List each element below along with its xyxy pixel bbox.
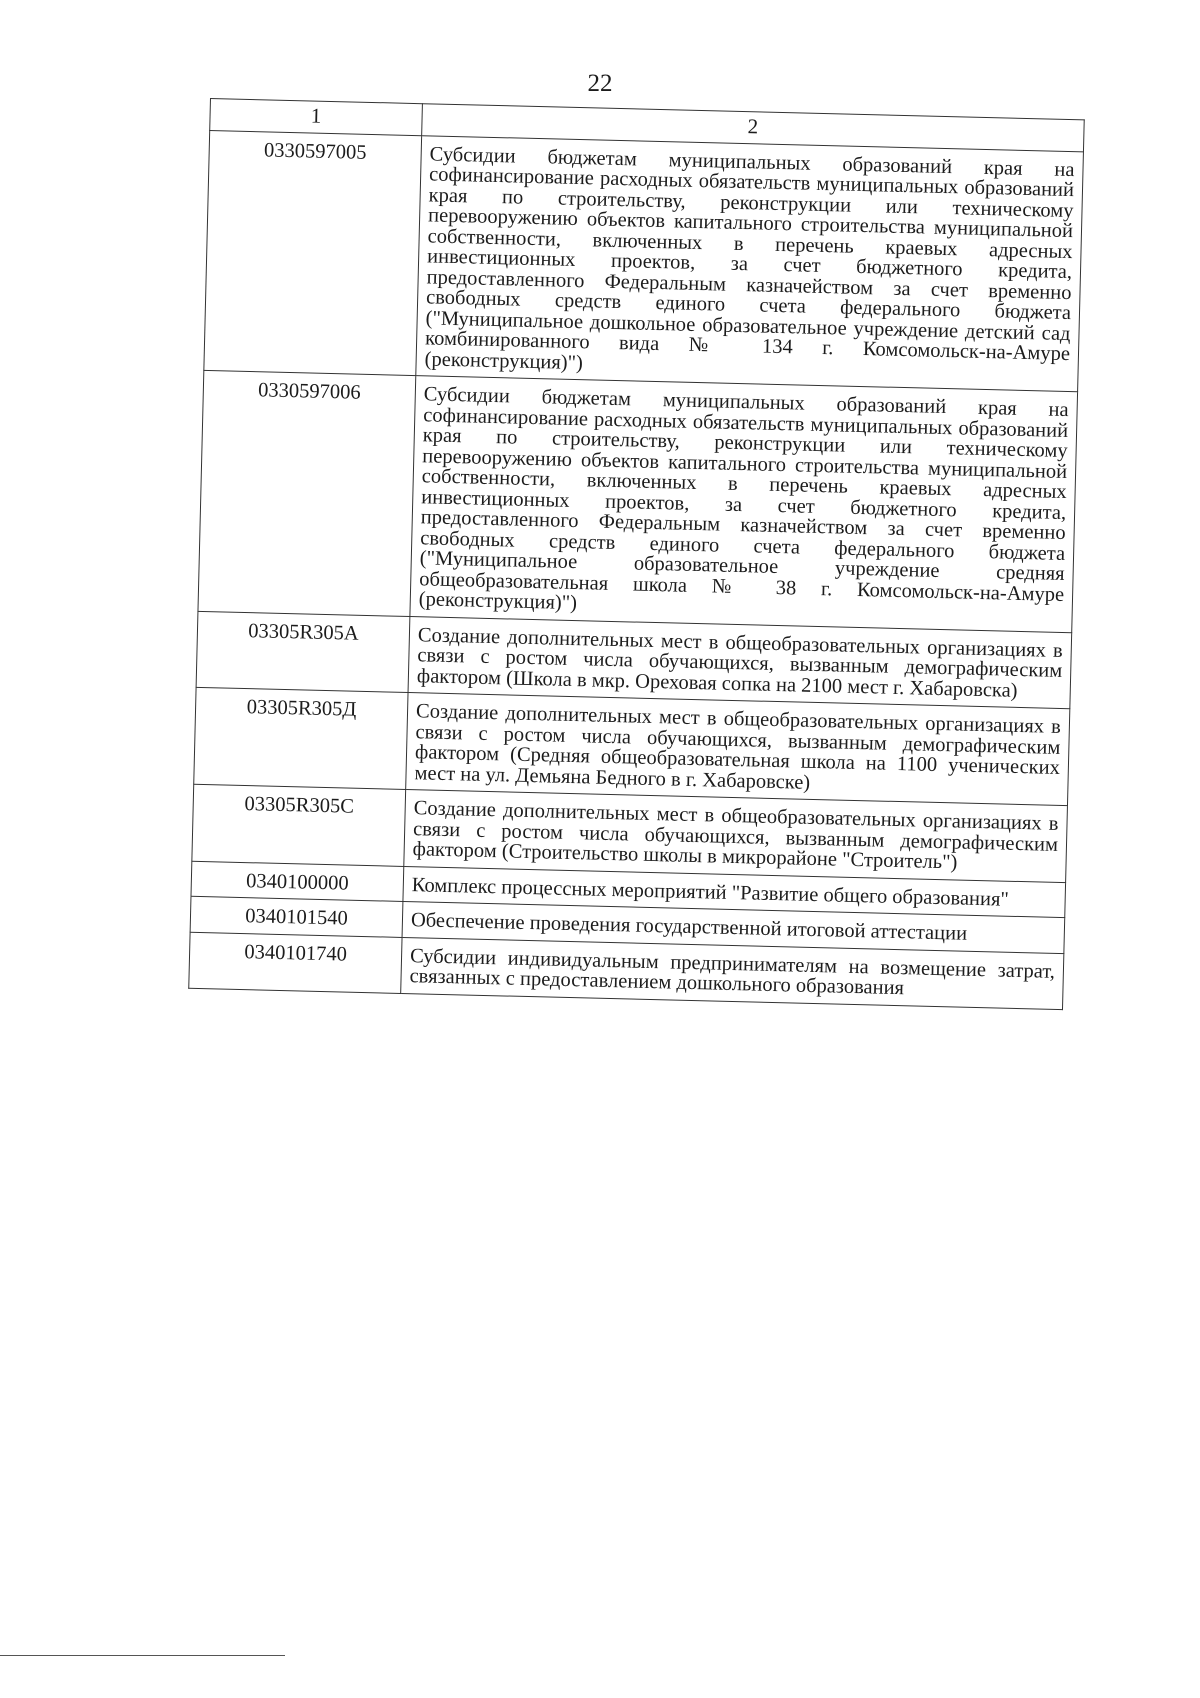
row-code: 0330597005	[204, 130, 422, 376]
row-description: Создание дополнительных мест в общеобразовательных организациях в связи с ростом числа обучающихся, вызванным демографическим фактором (Средняя общеобразовательная школа на 1100 ученических мест на ул. Демьяна Бедного в г. Хабаровске)	[406, 693, 1070, 806]
column-header-code: 1	[210, 99, 423, 136]
table-row	[198, 370, 1078, 632]
row-description: Обеспечение проведения государственной итоговой аттестации	[402, 901, 1065, 953]
row-description: Субсидии индивидуальным предпринимателям на возмещение затрат, связанных с предоставлением дошкольного образования	[401, 937, 1064, 1009]
column-header-description: 2	[422, 104, 1085, 152]
row-description: Создание дополнительных мест в общеобразовательных организациях в связи с ростом числа обучающихся, вызванным демографическим фактором (Строительство школы в микрорайоне "Строитель")	[404, 789, 1068, 882]
budget-codes-table	[188, 98, 1084, 1010]
row-description: Субсидии бюджетам муниципальных образований края на софинансирование расходных обязательств муниципальных образований края по строительству, реконструкции или техническому перевооружению объектов капитального строительства муниципальной собственности, включенных в перечень краевых адресных инвестиционных проектов, за счет бюджетного кредита, предоставленного Федеральным казначейством за счет временно свободных средств единого счета федерального бюджета ("Муниципальное дошкольное образовательное учреждение детский сад комбинированного вида № 134 г. Комсомольск-на-Амуре (реконструкция)")	[416, 135, 1084, 392]
row-description: Комплекс процессных мероприятий "Развитие общего образования"	[403, 866, 1066, 918]
row-code: 03305R305С	[192, 784, 406, 866]
row-code: 0340101740	[189, 932, 402, 993]
row-code: 0340101540	[190, 896, 403, 937]
page-number: 22	[587, 70, 613, 97]
row-code: 0330597006	[198, 370, 416, 616]
footnote-separator-line	[0, 1655, 285, 1656]
row-code: 03305R305Д	[194, 687, 408, 789]
row-description: Создание дополнительных мест в общеобразовательных организациях в связи с ростом числа обучающихся, вызванным демографическим фактором (Школа в мкр. Ореховая сопка на 2100 мест г. Хабаровска)	[408, 616, 1072, 709]
row-code: 03305R305А	[196, 611, 410, 693]
row-description: Субсидии бюджетам муниципальных образований края на софинансирование расходных обязательств муниципальных образований края по строительству, реконструкции или техническому перевооружению объектов капитального строительства муниципальной собственности, включенных в перечень краевых адресных инвестиционных проектов, за счет бюджетного кредита, предоставленного Федеральным казначейством за счет временно свободных средств единого счета федерального бюджета ("Муниципальное образовательное учреждение средняя общеобразовательная школа № 38 г. Комсомольск-на-Амуре (реконструкция)")	[410, 376, 1078, 633]
row-code: 0340100000	[191, 861, 404, 902]
table-row	[204, 130, 1084, 392]
